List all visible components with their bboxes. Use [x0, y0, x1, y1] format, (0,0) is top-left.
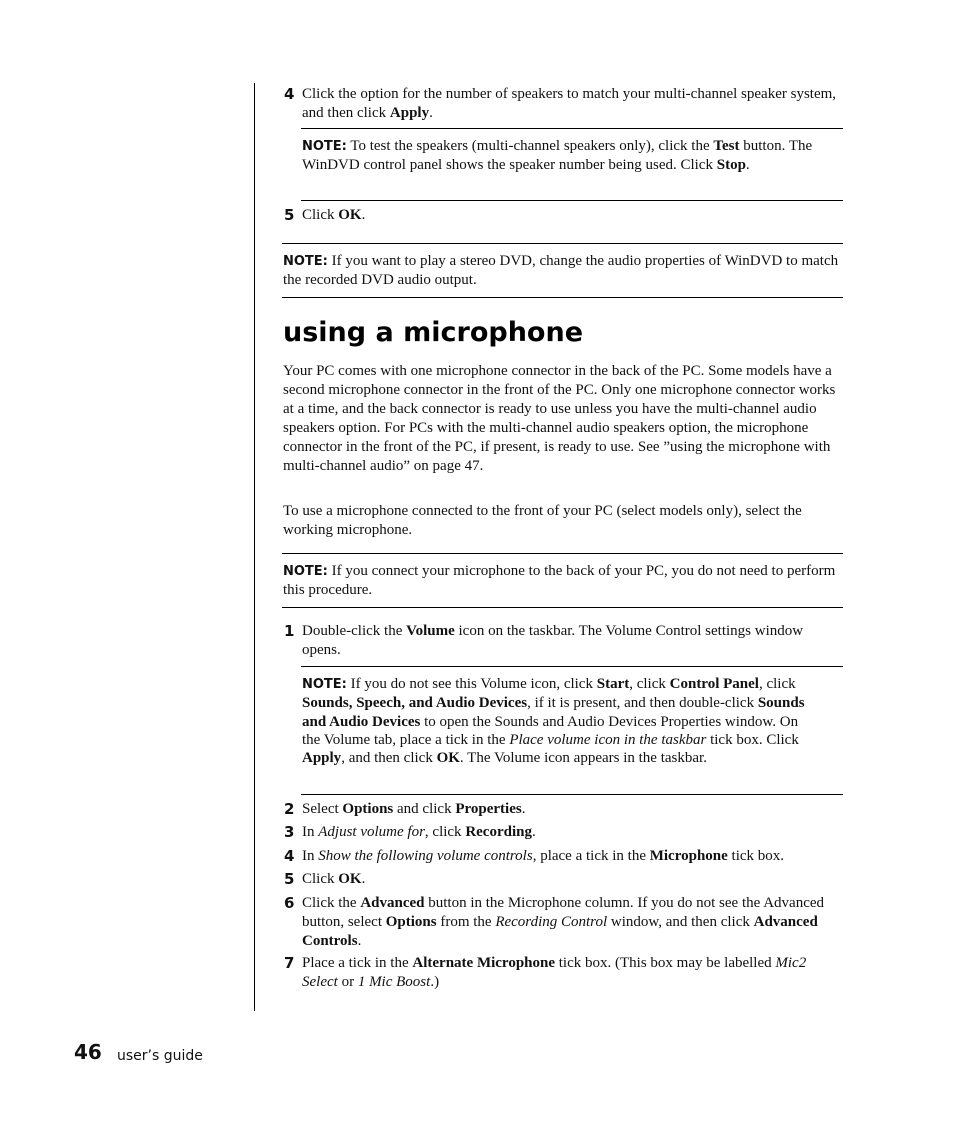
section-heading: using a microphone	[283, 317, 584, 348]
step-number: 5	[284, 870, 295, 888]
step-text: In Show the following volume controls, place a tick in the Microphone tick box.	[302, 848, 785, 864]
step-number: 6	[284, 894, 295, 912]
note-volume-icon: NOTE: If you do not see this Volume icon, click Start, click Control Panel, click Sounds, Speech, and Audio Devices, if it is present, and then double-click Sounds and Audio Devices to open the Sounds and Audio Devices Properties window. On the Volume tab, place a tick in the Place volume icon in the taskbar tick box. Click Apply, and then click OK. The Volume icon appears in the taskbar.	[302, 676, 805, 767]
note-rule-top	[282, 243, 843, 244]
step-text: Double-click the Volume icon on the taskbar. The Volume Control settings window opens.	[302, 623, 804, 658]
note-rule-top	[301, 128, 843, 129]
step-number: 4	[284, 847, 295, 865]
step-text: Place a tick in the Alternate Microphone tick box. (This box may be labelled Mic2 Select or 1 Mic Boost.)	[302, 955, 807, 990]
running-footer: user’s guide	[117, 1048, 203, 1064]
step-text: Click the Advanced button in the Microphone column. If you do not see the Advanced button, select Options from the Recording Control window, and then click Advanced Controls.	[302, 895, 825, 949]
note-test-speakers: NOTE: To test the speakers (multi-channel speakers only), click the Test button. The WinDVD control panel shows the speaker number being used. Click Stop.	[302, 138, 813, 173]
note-rule-bottom	[301, 794, 843, 795]
page-number: 46	[74, 1040, 102, 1064]
step-number: 1	[284, 622, 295, 640]
note-rule-bottom	[301, 200, 843, 201]
note-back-connector: NOTE: If you connect your microphone to the back of your PC, you do not need to perform this procedure.	[283, 563, 836, 598]
note-rule-top	[282, 553, 843, 554]
intro-paragraph: Your PC comes with one microphone connector in the back of the PC. Some models have a second microphone connector in the front of the PC. Only one microphone connector works at a time, and the back connector is ready to use unless you have the multi-channel audio speakers option. For PCs with the multi-channel audio speakers option, the microphone connector in the front of the PC, if present, is ready to use. See ”using the microphone with multi-channel audio” on page 47.	[283, 363, 836, 474]
step-number: 3	[284, 823, 295, 841]
step-text: In Adjust volume for, click Recording.	[302, 824, 536, 840]
note-rule-bottom	[282, 607, 843, 608]
step-number: 2	[284, 800, 295, 818]
step-text: Click OK.	[302, 207, 366, 223]
step-text: Click the option for the number of speakers to match your multi-channel speaker system, and then click Apply.	[302, 86, 837, 121]
margin-rule	[254, 83, 255, 1011]
step-text: Click OK.	[302, 871, 366, 887]
step-number: 5	[284, 206, 295, 224]
note-rule-top	[301, 666, 843, 667]
step-number: 4	[284, 85, 295, 103]
step-text: Select Options and click Properties.	[302, 801, 526, 817]
front-mic-paragraph: To use a microphone connected to the front of your PC (select models only), select the working microphone.	[283, 503, 802, 538]
note-rule-bottom	[282, 297, 843, 298]
note-stereo-dvd: NOTE: If you want to play a stereo DVD, change the audio properties of WinDVD to match the recorded DVD audio output.	[283, 253, 839, 288]
step-number: 7	[284, 954, 295, 972]
